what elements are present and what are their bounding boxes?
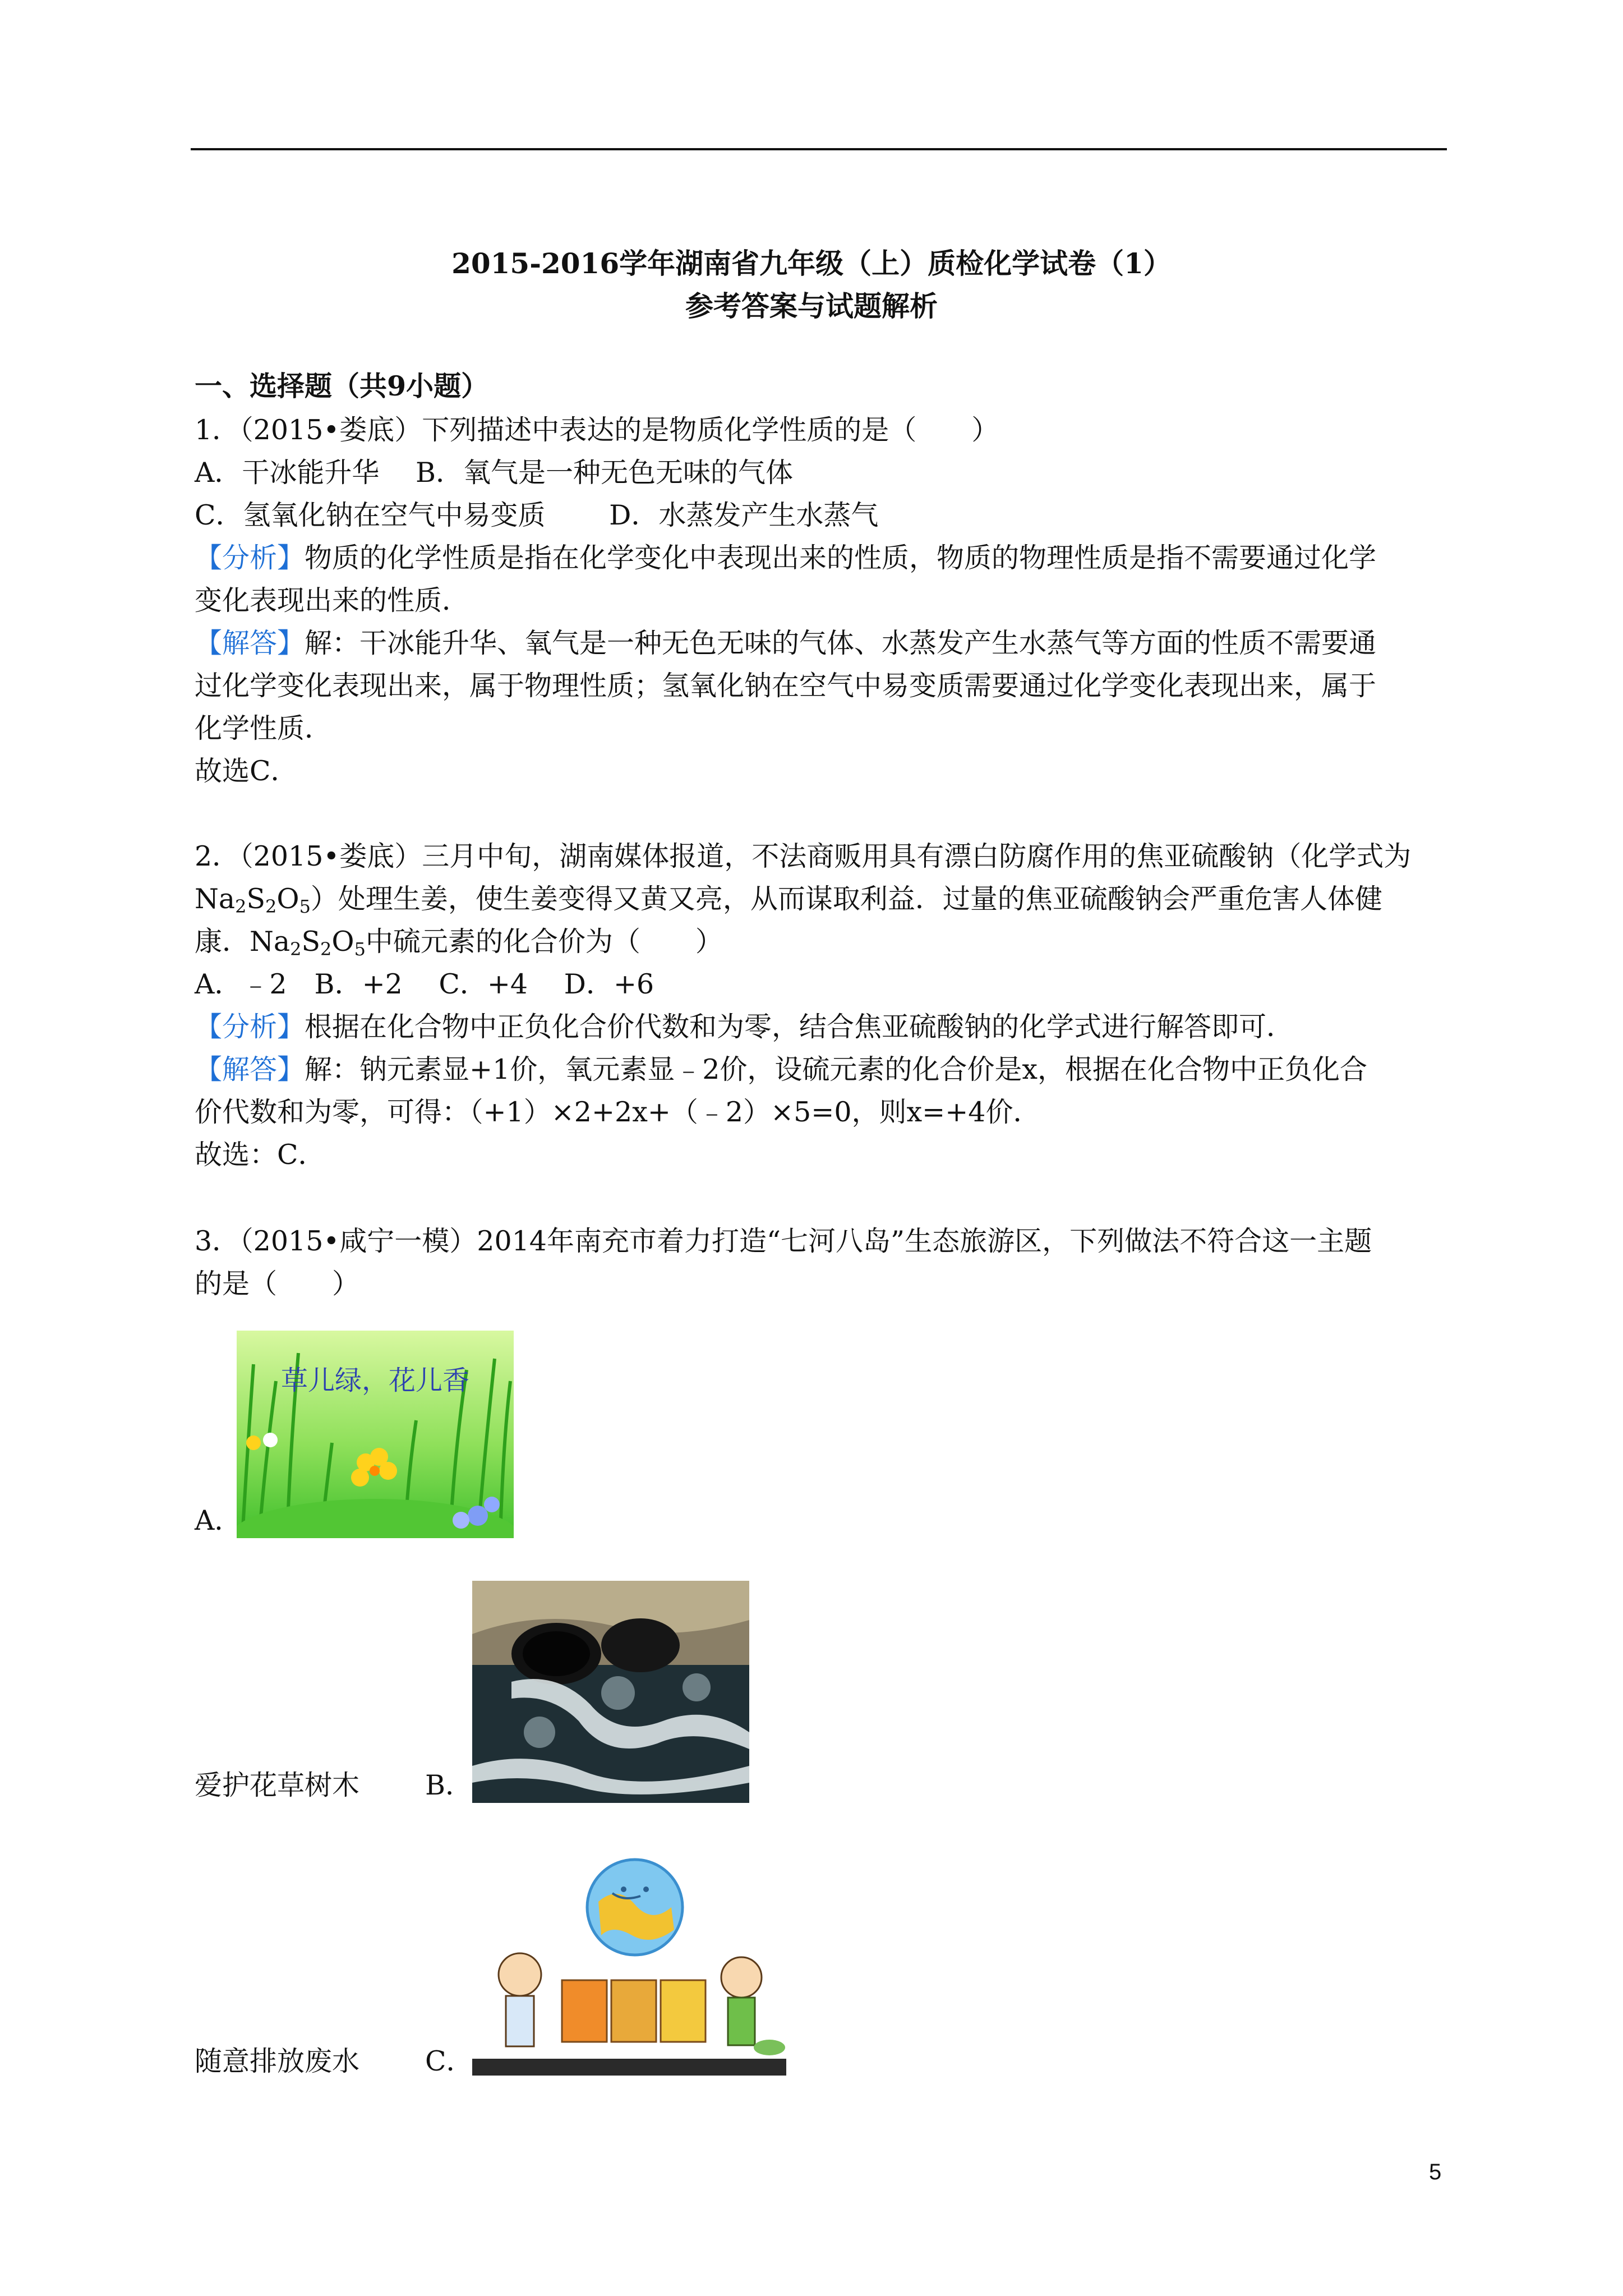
grass-flowers-illustration (237, 1331, 514, 1538)
formula-sub: 2 (265, 896, 277, 917)
q2-choice: 故选：C． (195, 1139, 326, 1171)
option-c-image (472, 1851, 786, 2076)
q1-options-ab: A．干冰能升华 B．氧气是一种无色无味的气体 (195, 457, 793, 489)
waste-water-illustration (472, 1581, 749, 1803)
analysis-text: 物质的化学性质是指在化学变化中表现出来的性质，物质的物理性质是指不需要通过化学 (305, 542, 1377, 574)
formula-part: Na (195, 883, 236, 915)
page-number: 5 (1429, 2160, 1442, 2184)
option-a-text: 爱护花草树木 (195, 1769, 360, 1801)
formula-part: O (331, 926, 354, 958)
q1-stem: 1．（2015•娄底）下列描述中表达的是物质化学性质的是（ ） (195, 414, 999, 446)
q3-stem: 3．（2015•咸宁一模）2014年南充市着力打造“七河八岛”生态旅游区，下列做法不符合这一主题 (195, 1225, 1372, 1257)
page-title: 2015-2016学年湖南省九年级（上）质检化学试卷（1） (451, 247, 1172, 280)
formula-sub: 2 (235, 896, 247, 917)
q2-stem-cont2 (195, 928, 723, 958)
section-heading: 一、选择题（共9小题） (195, 370, 489, 402)
q1-answer-cont: 过化学变化表现出来，属于物理性质；氢氧化钠在空气中易变质需要通过化学变化表现出来，属于 (195, 670, 1377, 702)
answer-tag: 【解答】 (195, 1053, 305, 1085)
q1-options-cd: C．氢氧化钠在空气中易变质 D．水蒸发产生水蒸气 (195, 499, 879, 531)
stem-text: 康．Na (195, 926, 291, 958)
q2-answer (195, 1053, 1368, 1085)
q2-analysis (195, 1013, 1294, 1041)
formula-part: S (246, 883, 266, 915)
q1-answer-cont2: 化学性质． (195, 712, 333, 744)
analysis-tag: 【分析】 (195, 1011, 305, 1043)
q2-stem: 2．（2015•娄底）三月中旬，湖南媒体报道，不法商贩用具有漂白防腐作用的焦亚硫酸钠（化学式为 (195, 840, 1412, 872)
option-a-image-text: 草儿绿，花儿香 (280, 1365, 470, 1396)
option-b-text: 随意排放废水 (195, 2045, 360, 2077)
q1-choice: 故选C． (195, 755, 298, 787)
stem-text: ）处理生姜，使生姜变得又黄又亮，从而谋取利益．过量的焦亚硫酸钠会严重危害人体健 (310, 883, 1382, 915)
answer-text: 解：钠元素显+1价，氧元素显﹣2价，设硫元素的化合价是x，根据在化合物中正负化合 (305, 1053, 1368, 1085)
q2-stem-cont (195, 885, 1382, 915)
option-a-image (237, 1331, 514, 1538)
q3-stem-cont: 的是（ ） (195, 1268, 360, 1300)
analysis-tag: 【分析】 (195, 542, 305, 574)
stem-text: 中硫元素的化合价为（ ） (365, 926, 723, 958)
formula-part: S (301, 926, 321, 958)
option-a-label: A． (195, 1504, 242, 1536)
header-rule (191, 148, 1447, 150)
page-subtitle: 参考答案与试题解析 (685, 289, 938, 323)
formula-sub: 5 (354, 938, 366, 960)
option-b-label: B． (425, 1769, 473, 1801)
recycling-illustration (472, 1851, 786, 2076)
q2-answer-cont: 价代数和为零，可得：（+1）×2+2x+（﹣2）×5=0，则x=+4价． (195, 1096, 1041, 1128)
q2-options: A．﹣2 B．+2 C．+4 D．+6 (195, 968, 654, 1000)
answer-tag: 【解答】 (195, 627, 305, 659)
analysis-text: 根据在化合物中正负化合价代数和为零，结合焦亚硫酸钠的化学式进行解答即可． (305, 1011, 1294, 1043)
answer-text: 解：干冰能升华、氧气是一种无色无味的气体、水蒸发产生水蒸气等方面的性质不需要通 (305, 627, 1377, 659)
option-b-image (472, 1581, 749, 1803)
formula-sub: 2 (320, 938, 332, 960)
q1-answer (195, 629, 1376, 657)
q1-analysis (195, 544, 1376, 572)
q1-analysis-cont: 变化表现出来的性质． (195, 585, 470, 616)
option-c-label: C． (425, 2045, 474, 2077)
formula-sub: 2 (290, 938, 302, 960)
formula-sub: 5 (299, 896, 311, 917)
formula-part: O (276, 883, 299, 915)
